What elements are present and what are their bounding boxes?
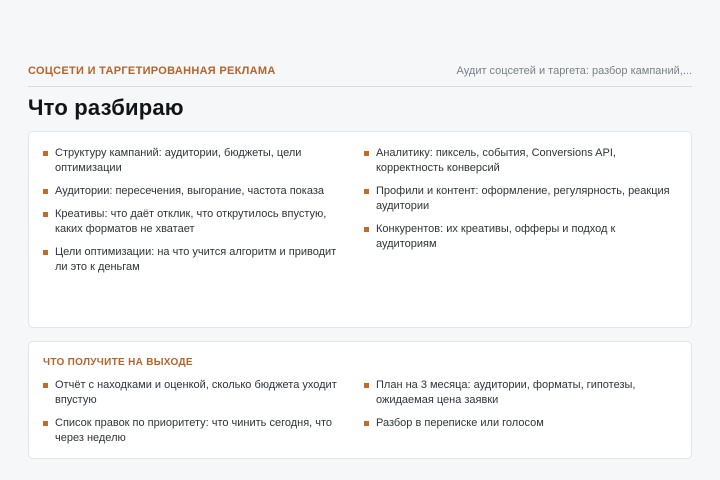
- output-item-text: Отчёт с находками и оценкой, сколько бюджета уходит впустую: [55, 379, 337, 406]
- review-list-left: [43, 146, 360, 283]
- output-item-text: План на 3 месяца: аудитории, форматы, гипотезы, ожидаемая цена заявки: [376, 379, 636, 406]
- review-item-text: Креативы: что даёт отклик, что открутилось впустую, каких форматов не хватает: [55, 208, 327, 235]
- output-item-text: Список правок по приоритету: что чинить сегодня, что через неделю: [55, 417, 333, 444]
- square-bullet-icon: [43, 189, 48, 194]
- square-bullet-icon: [364, 151, 369, 156]
- output-card-title: ЧТО ПОЛУЧИТЕ НА ВЫХОДЕ: [43, 357, 193, 368]
- review-item: [43, 207, 342, 237]
- section-label: СОЦСЕТИ И ТАРГЕТИРОВАННАЯ РЕКЛАМА: [28, 65, 276, 77]
- output-item: [43, 378, 342, 408]
- square-bullet-icon: [364, 383, 369, 388]
- output-columns: [43, 378, 677, 454]
- review-columns: [43, 146, 677, 283]
- review-item: [364, 184, 677, 214]
- square-bullet-icon: [364, 227, 369, 232]
- square-bullet-icon: [43, 250, 48, 255]
- review-item-text: Аудитории: пересечения, выгорание, частота показа: [55, 185, 324, 197]
- output-list-right: [360, 378, 677, 454]
- review-item: [43, 184, 342, 199]
- page-header: [28, 62, 692, 87]
- review-item: [364, 222, 677, 252]
- output-item: [364, 378, 677, 408]
- review-card: [28, 131, 692, 328]
- review-list-right: [360, 146, 677, 283]
- output-list-left: [43, 378, 360, 454]
- review-item: [364, 146, 677, 176]
- square-bullet-icon: [43, 151, 48, 156]
- review-item-text: Конкурентов: их креативы, офферы и подход к аудиториям: [376, 223, 616, 250]
- square-bullet-icon: [43, 212, 48, 217]
- output-item: [364, 416, 677, 431]
- document-title: Аудит соцсетей и таргета: разбор кампаний,...: [456, 65, 692, 77]
- page-title: Что разбираю: [28, 95, 184, 120]
- review-item-text: Аналитику: пиксель, события, Conversions API, корректность конверсий: [376, 147, 616, 174]
- review-item-text: Цели оптимизации: на что учится алгоритм и приводит ли это к деньгам: [55, 246, 337, 273]
- square-bullet-icon: [43, 383, 48, 388]
- square-bullet-icon: [364, 189, 369, 194]
- square-bullet-icon: [364, 421, 369, 426]
- output-card: [28, 341, 692, 459]
- review-item-text: Структуру кампаний: аудитории, бюджеты, цели оптимизации: [55, 147, 302, 174]
- review-item: [43, 146, 342, 176]
- square-bullet-icon: [43, 421, 48, 426]
- review-item-text: Профили и контент: оформление, регулярность, реакция аудитории: [376, 185, 670, 212]
- review-item: [43, 245, 342, 275]
- output-item-text: Разбор в переписке или голосом: [376, 417, 544, 429]
- output-item: [43, 416, 342, 446]
